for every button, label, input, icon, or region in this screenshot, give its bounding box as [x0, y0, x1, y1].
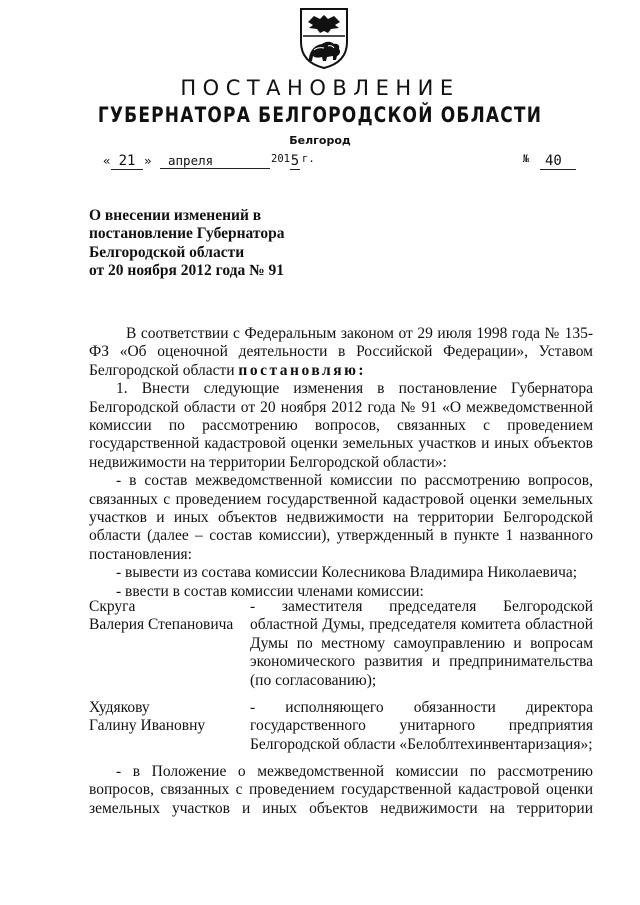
document-body [89, 325, 593, 601]
paragraph-composition: - в состав межведомственной комиссии по рассмотрению вопросов, связанных с проведением государственной кадастровой оценки земельных участков и иных объектов недвижимости на территории Белгородской области (далее – состав комиссии), утвержденный в пункте 1 названного постановления: [89, 472, 593, 563]
document-title: ПОСТАНОВЛЕНИЕ [180, 76, 460, 100]
paragraph-regulation: - в Положение о межведомственной комиссии по рассмотрению вопросов, связанных с проведением государственной кадастровой оценки земельных участков и иных объектов недвижимости на территории [89, 763, 593, 817]
paragraph-add-members: - ввести в состав комиссии членами комиссии: [116, 582, 424, 600]
member-description: - исполняющего обязанности директора государственного унитарного предприятия Белгородской области «Белоблтехинвентаризация»; [250, 699, 593, 753]
document-number: 40 [540, 153, 576, 170]
date-year-suffix: 5 [290, 153, 300, 169]
document-body-continued [89, 763, 593, 818]
paragraph-item-1: 1. Внести следующие изменения в постановление Губернатора Белгородской области от 20 ноября 2012 года № 91 «О межведомственной комиссии по рассмотрению вопросов, связанных с проведением государственной кадастровой оценки земельных участков и иных объектов недвижимости на территории Белгородской области»: [89, 380, 593, 471]
decree-word: постановляю: [238, 361, 367, 379]
subject-line: О внесении изменений в [89, 207, 262, 224]
member-name: Худякову Галину Ивановну [89, 699, 206, 735]
document-city: Белгород [289, 134, 351, 147]
belgorod-coat-of-arms-icon [298, 6, 350, 70]
paragraph-preamble: В соответствии с Федеральным законом от 29 июля 1998 года № 135-ФЗ «Об оценочной деятельности в Российской Федерации», Уставом Белгородской области постановляю: [89, 325, 593, 379]
paragraph-remove-member: - вывести из состава комиссии Колесникова Владимира Николаевича; [116, 564, 578, 582]
document-subject [89, 207, 409, 281]
number-label: № [523, 153, 530, 165]
subject-line: Белгородской области [89, 243, 245, 261]
date-line: « 21 » апреля 201 5 г. № 40 [100, 153, 580, 173]
subject-line: постановление Губернатора [89, 225, 285, 243]
date-month: апреля [160, 153, 270, 169]
member-description: - заместителя председателя Белгородской областной Думы, председателя комитета областной Думы по местному самоуправлению и вопросам экономического развития и предпринимательства (по согласованию); [250, 598, 593, 689]
date-year-unit: г. [302, 153, 315, 165]
document-subtitle: ГУБЕРНАТОРА БЕЛГОРОДСКОЙ ОБЛАСТИ [97, 103, 543, 128]
subject-line: от 20 ноября 2012 года № 91 [89, 262, 285, 280]
member-name: Скруга Валерия Степановича [89, 598, 234, 634]
date-year-prefix: 201 [271, 153, 290, 165]
date-day: 21 [111, 153, 143, 170]
